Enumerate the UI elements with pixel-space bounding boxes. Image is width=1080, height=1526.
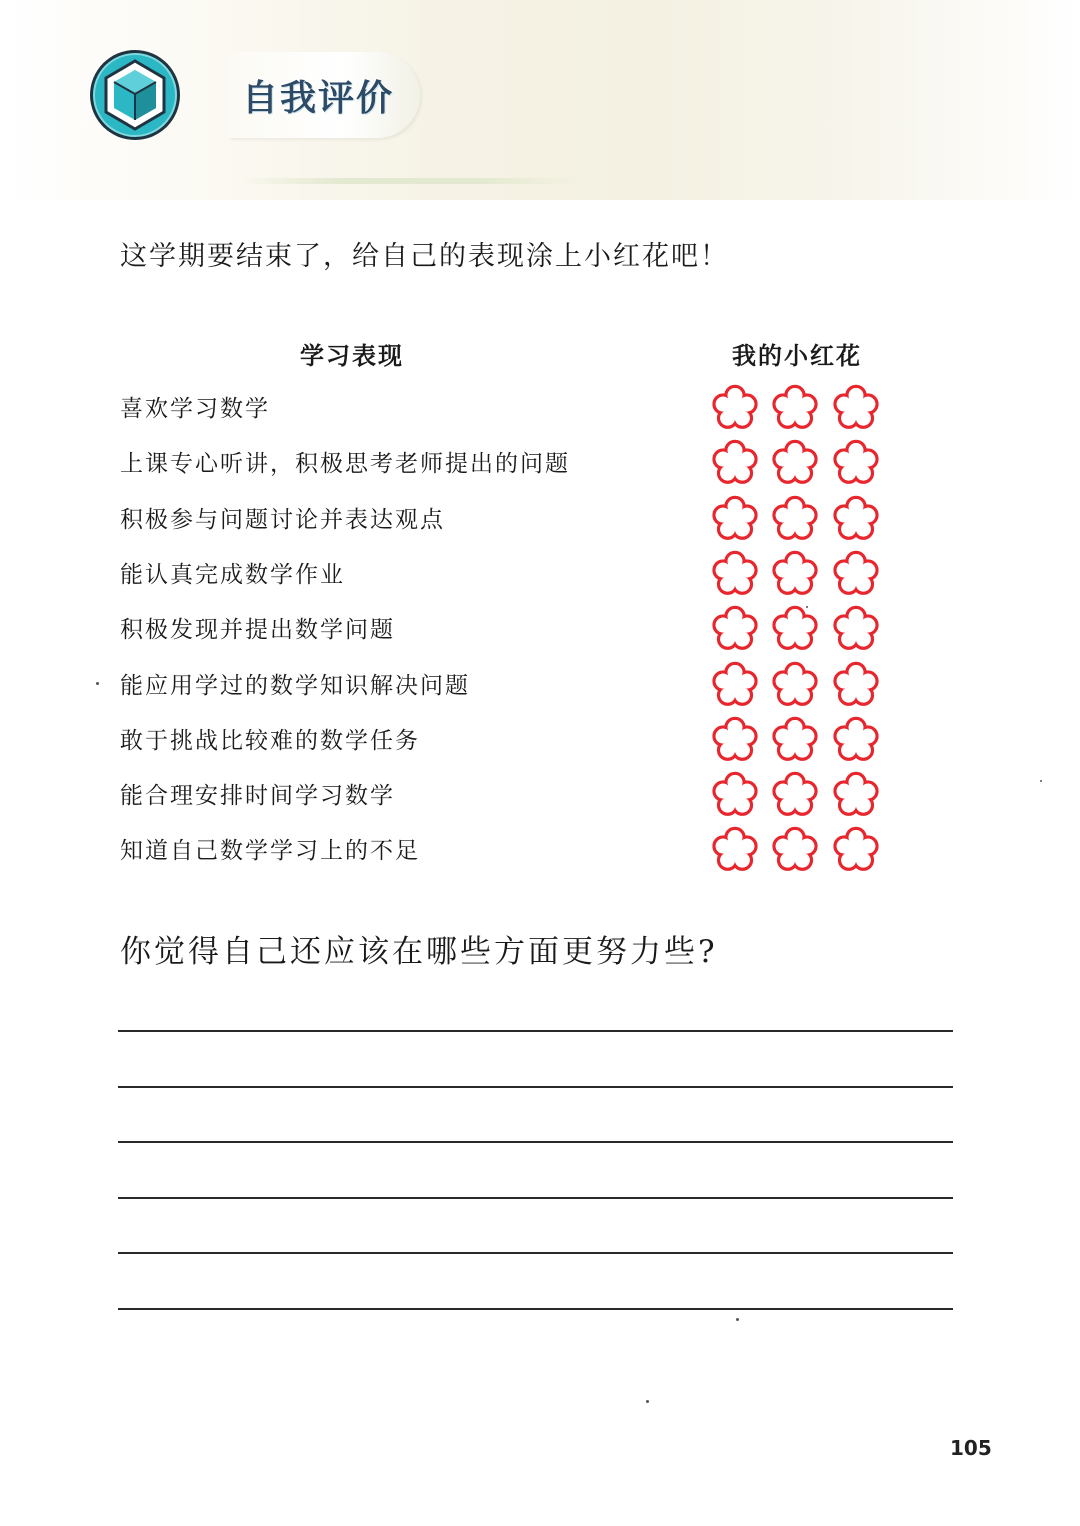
red-flower-icon[interactable] (771, 771, 819, 819)
red-flower-icon[interactable] (832, 605, 880, 653)
column-header-behavior: 学习表现 (300, 341, 404, 370)
answer-line[interactable] (118, 1030, 953, 1032)
red-flower-icon[interactable] (711, 605, 759, 653)
behavior-label: 积极发现并提出数学问题 (120, 617, 395, 644)
scan-speck (646, 1400, 649, 1403)
table-row (0, 380, 1080, 435)
intro-instruction: 这学期要结束了，给自己的表现涂上小红花吧！ (120, 241, 729, 272)
column-header-flowers: 我的小红花 (732, 341, 862, 370)
reflection-question: 你觉得自己还应该在哪些方面更努力些? (120, 934, 718, 970)
red-flower-icon[interactable] (711, 384, 759, 432)
behavior-label: 能应用学过的数学知识解决问题 (120, 672, 470, 699)
table-row (0, 546, 1080, 601)
red-flower-icon[interactable] (832, 384, 880, 432)
page-number: 105 (950, 1436, 992, 1460)
table-row (0, 822, 1080, 877)
table-row (0, 767, 1080, 822)
behavior-label: 知道自己数学学习上的不足 (120, 838, 420, 865)
red-flower-icon[interactable] (711, 495, 759, 543)
scan-speck (96, 682, 99, 685)
red-flower-icon[interactable] (771, 661, 819, 709)
red-flower-icon[interactable] (711, 550, 759, 598)
red-flower-icon[interactable] (771, 605, 819, 653)
answer-line[interactable] (118, 1308, 953, 1310)
answer-line[interactable] (118, 1141, 953, 1143)
red-flower-icon[interactable] (832, 771, 880, 819)
red-flower-icon[interactable] (771, 495, 819, 543)
red-flower-icon[interactable] (832, 661, 880, 709)
scan-speck (736, 1318, 739, 1321)
red-flower-icon[interactable] (832, 495, 880, 543)
red-flower-icon[interactable] (711, 826, 759, 874)
red-flower-icon[interactable] (771, 826, 819, 874)
page-title: 自我评价 (242, 78, 395, 119)
behavior-label: 上课专心听讲，积极思考老师提出的问题 (120, 451, 570, 478)
table-row (0, 657, 1080, 712)
behavior-label: 能合理安排时间学习数学 (120, 783, 395, 810)
table-row (0, 712, 1080, 767)
behavior-label: 喜欢学习数学 (120, 396, 270, 422)
table-row (0, 601, 1080, 656)
red-flower-icon[interactable] (711, 771, 759, 819)
red-flower-icon[interactable] (771, 716, 819, 764)
scan-speck (806, 606, 808, 608)
red-flower-icon[interactable] (832, 716, 880, 764)
answer-line[interactable] (118, 1252, 953, 1254)
red-flower-icon[interactable] (711, 439, 759, 487)
red-flower-icon[interactable] (711, 661, 759, 709)
answer-line[interactable] (118, 1086, 953, 1088)
red-flower-icon[interactable] (832, 550, 880, 598)
behavior-label: 敢于挑战比较难的数学任务 (120, 727, 420, 754)
answer-line[interactable] (118, 1197, 953, 1199)
red-flower-icon[interactable] (771, 550, 819, 598)
hexagon-cube-icon (88, 48, 182, 142)
red-flower-icon[interactable] (771, 384, 819, 432)
red-flower-icon[interactable] (832, 826, 880, 874)
behavior-label: 积极参与问题讨论并表达观点 (120, 506, 445, 533)
red-flower-icon[interactable] (832, 439, 880, 487)
red-flower-icon[interactable] (711, 716, 759, 764)
behavior-label: 能认真完成数学作业 (120, 561, 345, 588)
table-row (0, 491, 1080, 546)
red-flower-icon[interactable] (771, 439, 819, 487)
table-row (0, 435, 1080, 490)
scan-speck (1040, 780, 1042, 782)
